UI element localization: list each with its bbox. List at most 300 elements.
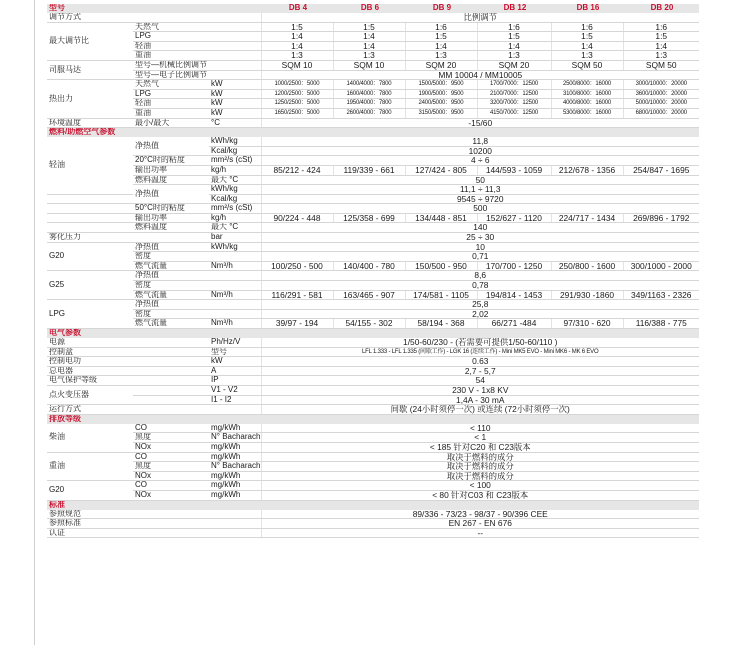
spec-row: [47, 223, 699, 233]
model-value: 1:4: [333, 32, 405, 42]
model-value: 4000/8000：16000: [551, 99, 623, 109]
model-value: 1:5: [261, 22, 333, 32]
spec-row: [47, 185, 699, 195]
model-value: 174/581 - 1105: [405, 290, 477, 300]
spec-row: [47, 233, 699, 243]
model-value: SQM 20: [405, 60, 477, 70]
row-item: 20°C时的粘度: [133, 156, 209, 166]
row-unit: kg/h: [209, 165, 261, 175]
row-label: LPG: [47, 300, 133, 329]
model-value: 119/339 - 661: [333, 165, 405, 175]
model-value: 1500/5000：9500: [405, 80, 477, 90]
row-unit: Nm³/h: [209, 319, 261, 329]
row-item: 输出功率: [133, 165, 209, 175]
shared-value: 1/50-60/230 - (若需要可提供1/50-60/110 ): [261, 338, 699, 347]
model-value: 116/388 - 775: [623, 319, 699, 329]
model-value: 1:5: [551, 32, 623, 42]
model-value: 254/847 - 1695: [623, 165, 699, 175]
spec-row: [47, 338, 699, 347]
model-value: 2600/4000：7800: [333, 108, 405, 118]
model-value: 2400/5000：9500: [405, 99, 477, 109]
model-value: 1:4: [405, 41, 477, 51]
model-value: 54/155 - 302: [333, 319, 405, 329]
shared-value: 8,6: [261, 271, 699, 281]
model-value: 100/250 - 500: [261, 261, 333, 271]
row-label: 点火变压器: [47, 385, 133, 404]
row-item: [133, 366, 209, 376]
model-value: 291/930 -1860: [551, 290, 623, 300]
row-label: 运行方式: [47, 405, 133, 415]
shared-value: 140: [261, 223, 699, 233]
model-header-db4: DB 4: [261, 4, 333, 13]
shared-value: 1,4A - 30 mA: [261, 395, 699, 405]
model-value: 1650/2500：5000: [261, 108, 333, 118]
row-item: [133, 510, 209, 519]
model-value: 300/1000 - 2000: [623, 261, 699, 271]
row-unit: mg/kWh: [209, 490, 261, 500]
model-value: 125/358 - 699: [333, 213, 405, 223]
spec-row: [47, 281, 699, 291]
row-label: 轻油: [47, 137, 133, 194]
spec-row: [47, 13, 699, 22]
row-label: 控制电功: [47, 357, 133, 367]
row-item: [133, 233, 209, 243]
row-item: CO: [133, 481, 209, 491]
row-item: LPG: [133, 32, 209, 42]
model-value: 1600/4000：7800: [333, 89, 405, 99]
shared-value: 0,78: [261, 281, 699, 291]
row-item: [133, 519, 209, 529]
section-title: 排放等级: [47, 414, 699, 424]
section-header: [47, 500, 699, 510]
row-item: 净热值: [133, 137, 209, 156]
spec-row: [47, 242, 699, 252]
row-unit: [209, 309, 261, 319]
model-value: 3200/7000：12500: [477, 99, 551, 109]
section-title: 标准: [47, 500, 699, 510]
row-item: NOx: [133, 442, 209, 452]
row-item: 轻油: [133, 41, 209, 51]
page-frame: [34, 0, 730, 645]
row-item: 密度: [133, 252, 209, 262]
row-item: 重油: [133, 51, 209, 61]
row-item: 黑度: [133, 433, 209, 443]
shared-value: 9545 ÷ 9720: [261, 194, 699, 204]
row-unit: [209, 41, 261, 51]
shared-value: < 80 针对C03 和 C23版本: [261, 490, 699, 500]
model-value: 170/700 - 1250: [477, 261, 551, 271]
row-label: 司服马达: [47, 60, 133, 79]
model-value: 39/97 - 194: [261, 319, 333, 329]
model-value: SQM 50: [551, 60, 623, 70]
model-value: 3600/10000：20000: [623, 89, 699, 99]
row-unit: V1 - V2: [209, 385, 261, 395]
spec-row: [47, 309, 699, 319]
spec-row: [47, 99, 699, 109]
row-item: [133, 347, 209, 357]
shared-value: 11,8: [261, 137, 699, 146]
shared-value: 取决于燃料的成分: [261, 462, 699, 472]
model-header-label: 型号: [47, 4, 261, 13]
shared-value: 4 ÷ 6: [261, 156, 699, 166]
row-unit: [209, 405, 261, 415]
row-unit: [209, 60, 261, 70]
row-unit: [209, 510, 261, 519]
row-unit: [209, 519, 261, 529]
row-item: 燃气流量: [133, 261, 209, 271]
model-value: 1:4: [261, 32, 333, 42]
spec-row: [47, 471, 699, 481]
row-item: 净热值: [133, 242, 209, 252]
model-value: 152/627 - 1120: [477, 213, 551, 223]
model-value: 3000/10000：20000: [623, 80, 699, 90]
model-value: 1250/2500：5000: [261, 99, 333, 109]
row-unit: mm²/s (cSt): [209, 156, 261, 166]
spec-row: [47, 528, 699, 538]
row-item: [133, 385, 209, 395]
row-unit: [209, 13, 261, 22]
row-item: 净热值: [133, 300, 209, 310]
model-value: 140/400 - 780: [333, 261, 405, 271]
row-label: 柴油: [47, 424, 133, 452]
row-item: 最小/最大: [133, 118, 209, 128]
model-value: 224/717 - 1434: [551, 213, 623, 223]
row-unit: 型号: [209, 347, 261, 357]
row-item: 天然气: [133, 80, 209, 90]
model-value: 349/1163 - 2326: [623, 290, 699, 300]
row-item: CO: [133, 424, 209, 433]
spec-row: [47, 261, 699, 271]
spec-row: [47, 22, 699, 32]
model-value: 1:5: [333, 22, 405, 32]
row-unit: A: [209, 366, 261, 376]
model-value: 1:3: [623, 51, 699, 61]
model-value: 4150/7000：12500: [477, 108, 551, 118]
row-label: 最大调节比: [47, 22, 133, 60]
spec-row: [47, 252, 699, 262]
model-value: 1:5: [405, 32, 477, 42]
model-value: 90/224 - 448: [261, 213, 333, 223]
row-item: [133, 405, 209, 415]
shared-value: -15/60: [261, 118, 699, 128]
spec-row: [47, 271, 699, 281]
model-value: 1:6: [477, 22, 551, 32]
row-item: 型号—机械比例调节: [135, 60, 207, 69]
row-unit: kWh/kg: [209, 137, 261, 146]
model-value: 269/896 - 1792: [623, 213, 699, 223]
model-value: 1:4: [551, 41, 623, 51]
model-value: 5300/8000：16000: [551, 108, 623, 118]
row-label: [47, 223, 133, 233]
row-unit: [209, 51, 261, 61]
shared-value: LFL 1.333 - LFL 1.335 (间歇工作) - LGK 16 (连续工作) - Mini MK5 EVO - Mini MK6 - MK 6 EVO: [261, 347, 699, 357]
spec-row: [47, 80, 699, 90]
model-value: 3100/8000：16000: [551, 89, 623, 99]
row-item: 天然气: [133, 22, 209, 32]
row-item: 净热值: [133, 185, 209, 204]
model-value: 1:6: [551, 22, 623, 32]
model-value: 163/465 - 907: [333, 290, 405, 300]
row-unit: kg/h: [209, 213, 261, 223]
model-value: 66/271 -484: [477, 319, 551, 329]
row-unit: °C: [209, 118, 261, 128]
shared-value: < 185 针对C20 和 C23版本: [261, 442, 699, 452]
shared-value: 25,8: [261, 300, 699, 310]
row-unit: Nm³/h: [209, 261, 261, 271]
shared-value: 取决于燃料的成分: [261, 452, 699, 462]
model-value: 127/424 - 805: [405, 165, 477, 175]
spec-row: [47, 319, 699, 329]
section-header: [47, 414, 699, 424]
row-unit: bar: [209, 233, 261, 243]
row-label: G20: [47, 481, 133, 500]
model-value: 144/593 - 1059: [477, 165, 551, 175]
spec-row: [47, 462, 699, 472]
row-unit: mm²/s (cSt): [209, 204, 261, 214]
model-value: 1:5: [623, 32, 699, 42]
model-value: 1900/5000：9500: [405, 89, 477, 99]
row-unit: kW: [209, 357, 261, 367]
row-item: [133, 357, 209, 367]
row-unit: 最大 °C: [209, 223, 261, 233]
shared-value: 10200: [261, 146, 699, 156]
model-value: 85/212 - 424: [261, 165, 333, 175]
shared-value: MM 10004 / MM10005: [261, 70, 699, 80]
model-value: 1:4: [261, 41, 333, 51]
model-value: 1700/7000：12500: [477, 80, 551, 90]
spec-sheet: [47, 4, 699, 538]
model-value: 1:6: [623, 22, 699, 32]
row-item: [133, 13, 209, 22]
row-unit: kW: [209, 108, 261, 118]
spec-row: [47, 156, 699, 166]
spec-row: [47, 165, 699, 175]
row-item: 黑度: [133, 462, 209, 472]
model-value: 1950/4000：7800: [333, 99, 405, 109]
spec-row: [47, 433, 699, 443]
row-unit: [209, 281, 261, 291]
row-unit: I1 - I2: [209, 395, 261, 405]
model-value: 1:3: [551, 51, 623, 61]
row-item: 型号—电子比例调节: [135, 70, 207, 79]
model-value: 250/800 - 1600: [551, 261, 623, 271]
row-unit: kW: [209, 99, 261, 109]
row-unit: Kcal/kg: [209, 146, 261, 156]
shared-value: EN 267 - EN 676: [261, 519, 699, 529]
row-unit: kW: [209, 89, 261, 99]
row-label: G20: [47, 242, 133, 271]
row-item: [133, 376, 209, 386]
row-unit: [209, 32, 261, 42]
row-unit: Ph/Hz/V: [209, 338, 261, 347]
model-value: 1200/2500：5000: [261, 89, 333, 99]
spec-row: [47, 442, 699, 452]
model-value: 1:5: [477, 32, 551, 42]
row-item: NOx: [133, 471, 209, 481]
row-label: 重油: [47, 452, 133, 481]
shared-value: 50: [261, 175, 699, 185]
spec-row: [47, 70, 699, 80]
row-label: 环境温度: [47, 118, 133, 128]
section-header: [47, 329, 699, 339]
row-label: 热出力: [47, 80, 133, 118]
row-item: 50°C时的粘度: [133, 204, 209, 214]
model-value: 1:4: [623, 41, 699, 51]
shared-value: 230 V - 1x8 KV: [261, 385, 699, 395]
spec-row: [47, 424, 699, 433]
model-value: 97/310 - 620: [551, 319, 623, 329]
row-item: 净热值: [133, 271, 209, 281]
row-unit: N° Bacharach: [211, 432, 261, 442]
spec-row: [47, 405, 699, 415]
spec-row: [47, 385, 699, 395]
spec-table: [47, 4, 699, 538]
row-item: 燃料温度: [133, 223, 209, 233]
row-unit: kWh/kg: [209, 242, 261, 252]
row-label: 雾化压力: [47, 233, 133, 243]
shared-value: 0.63: [261, 357, 699, 367]
spec-row: [47, 41, 699, 51]
shared-value: 2,02: [261, 309, 699, 319]
model-header-db16: DB 16: [551, 4, 623, 13]
row-label: 电源: [47, 338, 133, 347]
model-header-db12: DB 12: [477, 4, 551, 13]
model-header-db9: DB 9: [405, 4, 477, 13]
row-unit: [209, 300, 261, 310]
row-item: 输出功率: [133, 213, 209, 223]
model-value: 1:3: [405, 51, 477, 61]
spec-row: [47, 510, 699, 519]
spec-table-body: [47, 4, 699, 538]
spec-row: [47, 108, 699, 118]
model-value: 6800/10000：20000: [623, 108, 699, 118]
row-label: 认证: [47, 528, 133, 538]
row-unit: IP: [209, 376, 261, 386]
row-item: 燃气流量: [133, 319, 209, 329]
shared-value: 54: [261, 376, 699, 386]
spec-row: [47, 89, 699, 99]
header-row: [47, 4, 699, 13]
spec-row: [47, 213, 699, 223]
shared-value: 2,7 - 5,7: [261, 366, 699, 376]
row-label: [47, 213, 133, 223]
row-item: CO: [133, 452, 209, 462]
shared-value: 间歇 (24小时须停一次) 或连续 (72小时须停一次): [261, 405, 699, 415]
model-header-db20: DB 20: [623, 4, 699, 13]
spec-row: [47, 347, 699, 357]
row-unit: N° Bacharach: [211, 461, 261, 471]
shared-value: < 1: [261, 433, 699, 443]
spec-row: [47, 519, 699, 529]
model-value: 1:3: [261, 51, 333, 61]
section-title: 燃料/助燃空气参数: [47, 128, 699, 138]
row-unit: mg/kWh: [209, 442, 261, 452]
spec-row: [47, 137, 699, 146]
spec-row: [47, 395, 699, 405]
model-value: 1400/4000：7800: [333, 80, 405, 90]
model-value: 3150/5000：9500: [405, 108, 477, 118]
model-value: SQM 50: [623, 60, 699, 70]
section-header: [47, 128, 699, 138]
model-value: 1000/2500：5000: [261, 80, 333, 90]
model-value: 1:3: [477, 51, 551, 61]
shared-value: < 100: [261, 481, 699, 491]
shared-value: 10: [261, 242, 699, 252]
spec-row: [47, 366, 699, 376]
model-value: 2100/7000：12500: [477, 89, 551, 99]
section-title: 电气参数: [47, 329, 699, 339]
shared-value: 0,71: [261, 252, 699, 262]
row-unit: 最大 °C: [209, 175, 261, 185]
spec-row: [47, 290, 699, 300]
row-label: G25: [47, 271, 133, 300]
spec-row: [47, 357, 699, 367]
shared-value: 11,1 ÷ 11,3: [261, 185, 699, 195]
row-label: 调节方式: [47, 13, 133, 22]
row-label: 总电器: [47, 366, 133, 376]
row-item: 轻油: [133, 99, 209, 109]
shared-value: --: [261, 528, 699, 538]
shared-value: 89/336 - 73/23 - 98/37 - 90/396 CEE: [261, 510, 699, 519]
model-value: 1:4: [477, 41, 551, 51]
row-unit: mg/kWh: [209, 452, 261, 462]
model-value: 2500/8000：16000: [551, 80, 623, 90]
model-value: 1:4: [333, 41, 405, 51]
row-item: LPG: [133, 89, 209, 99]
row-unit: Nm³/h: [209, 290, 261, 300]
spec-row: [47, 175, 699, 185]
spec-row: [47, 32, 699, 42]
model-header-db6: DB 6: [333, 4, 405, 13]
row-label: [47, 204, 133, 214]
row-label: 控制盒: [47, 347, 133, 357]
spec-row: [47, 300, 699, 310]
model-value: 1:6: [405, 22, 477, 32]
row-item: 重油: [133, 108, 209, 118]
row-item: 密度: [133, 309, 209, 319]
row-unit: kW: [209, 80, 261, 90]
model-value: 194/814 - 1453: [477, 290, 551, 300]
row-unit: kWh/kg: [209, 185, 261, 195]
row-label: 参照规范: [47, 510, 133, 519]
row-item: 燃气流量: [133, 290, 209, 300]
row-unit: mg/kWh: [209, 481, 261, 491]
model-value: 212/678 - 1356: [551, 165, 623, 175]
row-item: [133, 528, 209, 538]
shared-value: 比例调节: [261, 13, 699, 22]
spec-row: [47, 490, 699, 500]
row-label: 电气保护等级: [47, 376, 133, 386]
row-unit: [209, 70, 261, 80]
spec-row: [47, 118, 699, 128]
spec-row: [47, 60, 699, 70]
spec-row: [47, 204, 699, 214]
model-value: SQM 20: [477, 60, 551, 70]
model-value: SQM 10: [333, 60, 405, 70]
shared-value: < 110: [261, 424, 699, 433]
row-item: 燃料温度: [133, 175, 209, 185]
row-unit: mg/kWh: [209, 471, 261, 481]
row-item: NOx: [133, 490, 209, 500]
spec-row: [47, 376, 699, 386]
spec-row: [47, 51, 699, 61]
model-value: 1:3: [333, 51, 405, 61]
row-unit: [209, 271, 261, 281]
spec-row: [47, 481, 699, 491]
row-item: [133, 338, 209, 347]
row-label: [47, 194, 133, 204]
spec-row: [47, 452, 699, 462]
